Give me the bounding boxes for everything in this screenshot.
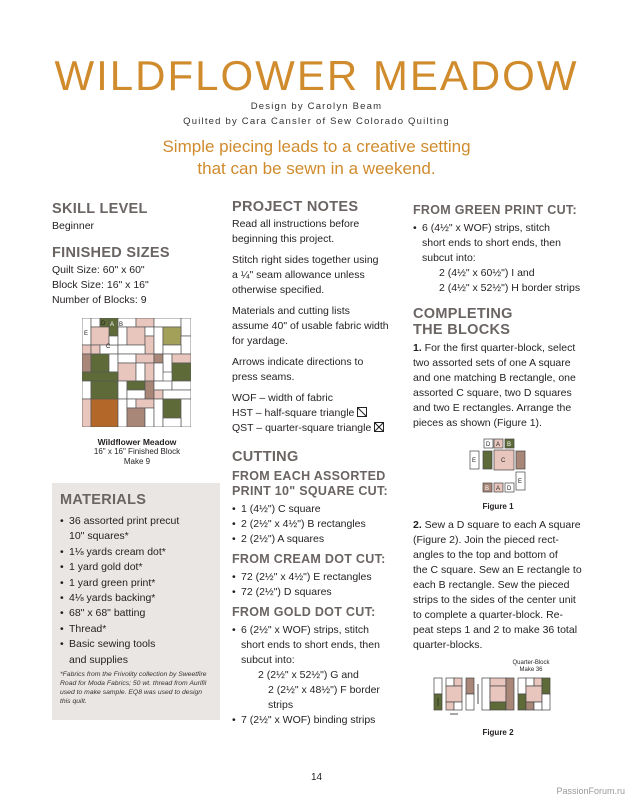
- block-size: Block Size: 16" x 16": [52, 279, 149, 291]
- block-piece: [82, 345, 91, 354]
- fig1-label-e: E: [472, 458, 477, 464]
- block-piece: [91, 327, 109, 345]
- note-line: Materials and cutting lists: [232, 305, 350, 317]
- note-line: otherwise specified.: [232, 284, 325, 296]
- abbr-qst: QST – quarter-square triangle: [232, 422, 372, 434]
- green-heading: FROM GREEN PRINT CUT:: [413, 203, 577, 217]
- fig1-label-c: C: [501, 458, 506, 464]
- step-line: strips to the sides of the center unit: [413, 594, 576, 606]
- step-line: the C square. Sew an E rectangle to: [413, 564, 582, 576]
- qst-icon: [374, 422, 384, 432]
- block-label-a: A: [110, 322, 115, 328]
- hst-icon: [357, 407, 367, 417]
- figure-2-diagram: [432, 676, 552, 720]
- cut-item: • 6 (2½" x WOF) strips, stitch: [232, 623, 402, 638]
- abbr-hst-row: [232, 406, 402, 421]
- note-line: beginning this project.: [232, 233, 335, 245]
- step-line: two assorted sets of one A square: [413, 357, 571, 369]
- left-column: [52, 202, 217, 308]
- number-of-blocks: Number of Blocks: 9: [52, 294, 147, 306]
- block-caption-make: Make 9: [123, 457, 151, 466]
- step-2-number: 2.: [413, 519, 422, 531]
- materials-item: • 4⅛ yards backing*: [60, 591, 218, 606]
- fig1-label-b2: B: [485, 486, 490, 492]
- cut-subitem: 2 (4½" x 60½") I and: [439, 267, 535, 279]
- block-caption-size: 16" x 16" Finished Block: [93, 447, 181, 456]
- note-line: Arrows indicate directions to: [232, 356, 364, 368]
- step-line: (Figure 2). Join the pieced rect-: [413, 534, 559, 546]
- designer-credit: Design by Carolyn Beam: [250, 101, 383, 112]
- step-line: quarter-blocks.: [413, 639, 483, 651]
- note-line: Stitch right sides together using: [232, 254, 379, 266]
- block-label-b: B: [119, 322, 124, 328]
- materials-item: • 1 yard green print*: [60, 576, 218, 591]
- materials-item: • 1⅛ yards cream dot*: [60, 545, 218, 560]
- quarter-block-label-1: Quarter-Block: [512, 660, 550, 666]
- cut-item: • 72 (2½") D squares: [232, 585, 402, 600]
- step-line: peat steps 1 and 2 to make 36 total: [413, 624, 578, 636]
- cut-item: • 7 (2½" x WOF) binding strips: [232, 713, 402, 728]
- completing-heading-1: COMPLETING: [413, 306, 513, 322]
- quarter-block-label-2: Make 36: [519, 667, 543, 673]
- step-2: [413, 518, 585, 653]
- materials-item-cont: 10" squares*: [69, 530, 129, 543]
- block-label-c: C: [106, 344, 111, 350]
- abbr-wof: WOF – width of fabric: [232, 392, 333, 404]
- cut-item: • 6 (4½" x WOF) strips, stitch: [413, 221, 585, 236]
- materials-item: • Basic sewing tools: [60, 637, 218, 652]
- tagline-line-2: that can be sewn in a weekend.: [197, 159, 436, 178]
- step-1: [413, 341, 585, 431]
- materials-list: [60, 514, 218, 668]
- materials-item: • Thread*: [60, 622, 218, 637]
- cut-item: • 72 (2½" x 4½") E rectangles: [232, 570, 402, 585]
- block-piece: [109, 336, 118, 345]
- block-caption-title: Wildflower Meadow: [97, 437, 177, 447]
- step-1-number: 1.: [413, 342, 422, 354]
- fig1-label-d2: D: [507, 486, 512, 492]
- middle-column: [232, 200, 402, 728]
- quilter-credit: Quilted by Cara Cansler of Sew Colorado Quilting: [183, 116, 450, 127]
- step-line: Sew a D square to each A square: [421, 519, 581, 531]
- step-line: to complete a quarter-block. Re-: [413, 609, 563, 621]
- materials-note: *Fabrics from the Frivolity collection by Sweetfire Road for Moda Fabrics; 50 wt. thread from Aurifil used to make sample. EQ8 was used to design this quilt.: [60, 671, 207, 705]
- note-line: a ¼" seam allowance unless: [232, 269, 365, 281]
- gold-heading: FROM GOLD DOT CUT:: [232, 605, 376, 619]
- fig1-label-d: D: [486, 442, 491, 448]
- cream-heading: FROM CREAM DOT CUT:: [232, 552, 386, 566]
- assorted-heading-2: PRINT 10" SQUARE CUT:: [232, 484, 388, 498]
- note-line: press seams.: [232, 371, 295, 383]
- quilt-size: Quilt Size: 60" x 60": [52, 264, 145, 276]
- page-number: 14: [310, 772, 323, 783]
- cut-subitem: 2 (4½" x 52½") H border strips: [439, 282, 581, 294]
- skill-level-heading: SKILL LEVEL: [52, 201, 148, 217]
- note-line: assume 40" of usable fabric width: [232, 320, 389, 332]
- materials-item: • 1 yard gold dot*: [60, 560, 218, 575]
- fig1-label-a: A: [496, 442, 501, 448]
- step-line: For the first quarter-block, select: [421, 342, 576, 354]
- completing-heading-2: THE BLOCKS: [413, 322, 511, 338]
- step-line: each B rectangle. Sew the pieced: [413, 579, 570, 591]
- block-piece: [91, 345, 100, 354]
- step-line: pieces as shown (Figure 1).: [413, 417, 542, 429]
- fig1-label-b: B: [507, 442, 512, 448]
- assorted-heading-1: FROM EACH ASSORTED: [232, 469, 386, 483]
- materials-item: • 36 assorted print precut: [60, 514, 218, 529]
- cut-item: • 2 (2½") A squares: [232, 532, 402, 547]
- watermark: PassionForum.ru: [556, 786, 625, 796]
- finished-sizes-heading: FINISHED SIZES: [52, 245, 170, 261]
- block-label-e: E: [84, 331, 89, 337]
- cut-subitem: 2 (2½" x 48½") F border strips: [268, 684, 380, 711]
- figure-2-caption: Figure 2: [482, 728, 514, 737]
- tagline-line-1: Simple piecing leads to a creative setting: [162, 137, 471, 156]
- right-column: [413, 203, 585, 431]
- step-line: and two E rectangles. Arrange the: [413, 402, 572, 414]
- block-diagram: [82, 318, 191, 427]
- page-title: WILDFLOWER MEADOW: [54, 52, 579, 99]
- cut-item-cont: short ends to short ends, then: [241, 639, 380, 651]
- materials-item: • 68" x 68" batting: [60, 606, 218, 621]
- cutting-heading: CUTTING: [232, 449, 299, 465]
- note-line: for yardage.: [232, 335, 289, 347]
- cut-subitem: 2 (2½" x 52½") G and: [258, 669, 359, 681]
- cut-item: • 1 (4½") C square: [232, 502, 402, 517]
- cut-item-cont: subcut into:: [422, 252, 476, 264]
- step-line: assorted C square, two D squares: [413, 387, 572, 399]
- materials-heading: MATERIALS: [60, 492, 147, 508]
- abbr-hst: HST – half-square triangle: [232, 407, 355, 419]
- materials-item-cont: and supplies: [69, 653, 128, 666]
- step-line: angles to the top and bottom of: [413, 549, 558, 561]
- fig1-label-a2: A: [496, 486, 501, 492]
- skill-level-value: Beginner: [52, 220, 95, 232]
- quarter-block-label: [505, 660, 557, 674]
- fig1-label-e2: E: [518, 479, 523, 485]
- block-label-d: D: [101, 321, 106, 327]
- figure-1-caption: Figure 1: [482, 502, 514, 511]
- note-line: Read all instructions before: [232, 218, 360, 230]
- figure-1-diagram: [468, 437, 528, 495]
- cut-item: • 2 (2½" x 4½") B rectangles: [232, 517, 402, 532]
- cut-item-cont: short ends to short ends, then: [422, 237, 561, 249]
- block-piece: [91, 318, 100, 327]
- block-caption: [62, 437, 212, 467]
- abbr-qst-row: [232, 421, 402, 436]
- project-notes-heading: PROJECT NOTES: [232, 199, 359, 215]
- step-line: and one matching B rectangle, one: [413, 372, 576, 384]
- cut-item-cont: subcut into:: [241, 654, 295, 666]
